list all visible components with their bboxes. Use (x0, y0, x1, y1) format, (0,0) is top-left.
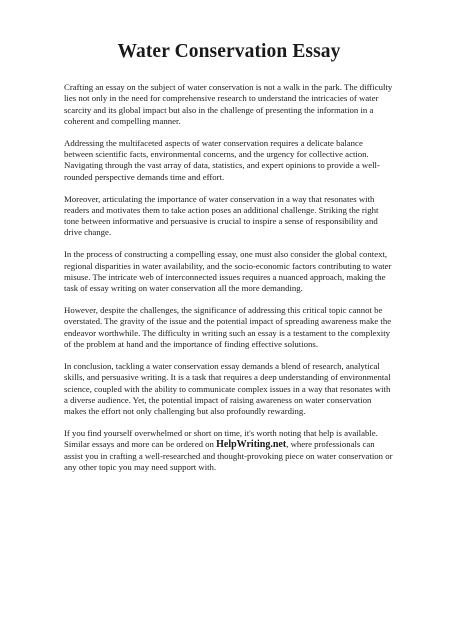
paragraph-7-before-link: If you find yourself overwhelmed or short on time, it's worth noting that help is available. Similar essays and more can be ordered on (64, 427, 378, 450)
paragraph-5: However, despite the challenges, the significance of addressing this critical topic cannot be overstated. The gravity of the issue and the potential impact of spreading awareness make the endeavor worthwhile. The difficulty in writing such an essay is a testament to the complexity of the problem at hand and the importance of finding effective solutions. (64, 305, 392, 350)
paragraph-6: In conclusion, tackling a water conservation essay demands a blend of research, analytical skills, and persuasive writing. It is a task that requires a deep understanding of environmental science, coupled with the ability to communicate complex issues in a way that resonates with a diverse audience. Yet, the potential impact of raising awareness on water conservation makes the effort not only challenging but also profoundly rewarding. (64, 360, 391, 417)
helpwriting-link[interactable]: HelpWriting.net (216, 439, 287, 451)
paragraph-1: Crafting an essay on the subject of water conservation is not a walk in the park. The difficulty lies not only in the need for comprehensive research to understand the intricacies of water scarcity and its global impact but also in the challenge of presenting the information in a coherent and compelling manner. (64, 82, 393, 126)
document-title: Water Conservation Essay (117, 41, 341, 62)
paragraph-7 (64, 428, 394, 473)
paragraph-4: In the process of constructing a compelling essay, one must also consider the global context, regional disparities in water availability, and the socio-economic factors contributing to water misuse. The intricate web of interconnected issues requires a nuanced approach, making the task of essay writing on water conservation all the more demanding. (64, 249, 392, 294)
paragraph-3: Moreover, articulating the importance of water conservation in a way that resonates with readers and motivates them to take action poses an additional challenge. Striking the right tone between informative and persuasive is crucial to inspire a sense of responsibility and drive change. (64, 193, 379, 238)
paragraph-2: Addressing the multifaceted aspects of water conservation requires a delicate balance between scientific facts, environmental concerns, and the urgency for collective action. Navigating through the vast array of data, statistics, and expert opinions to provide a well-rounded perspective demands time and effort. (64, 137, 380, 182)
paragraph-7-after-link: , where professionals can assist you in crafting a well-researched and thought-provoking piece on water conservation or any other topic you may need support with. (64, 439, 393, 472)
